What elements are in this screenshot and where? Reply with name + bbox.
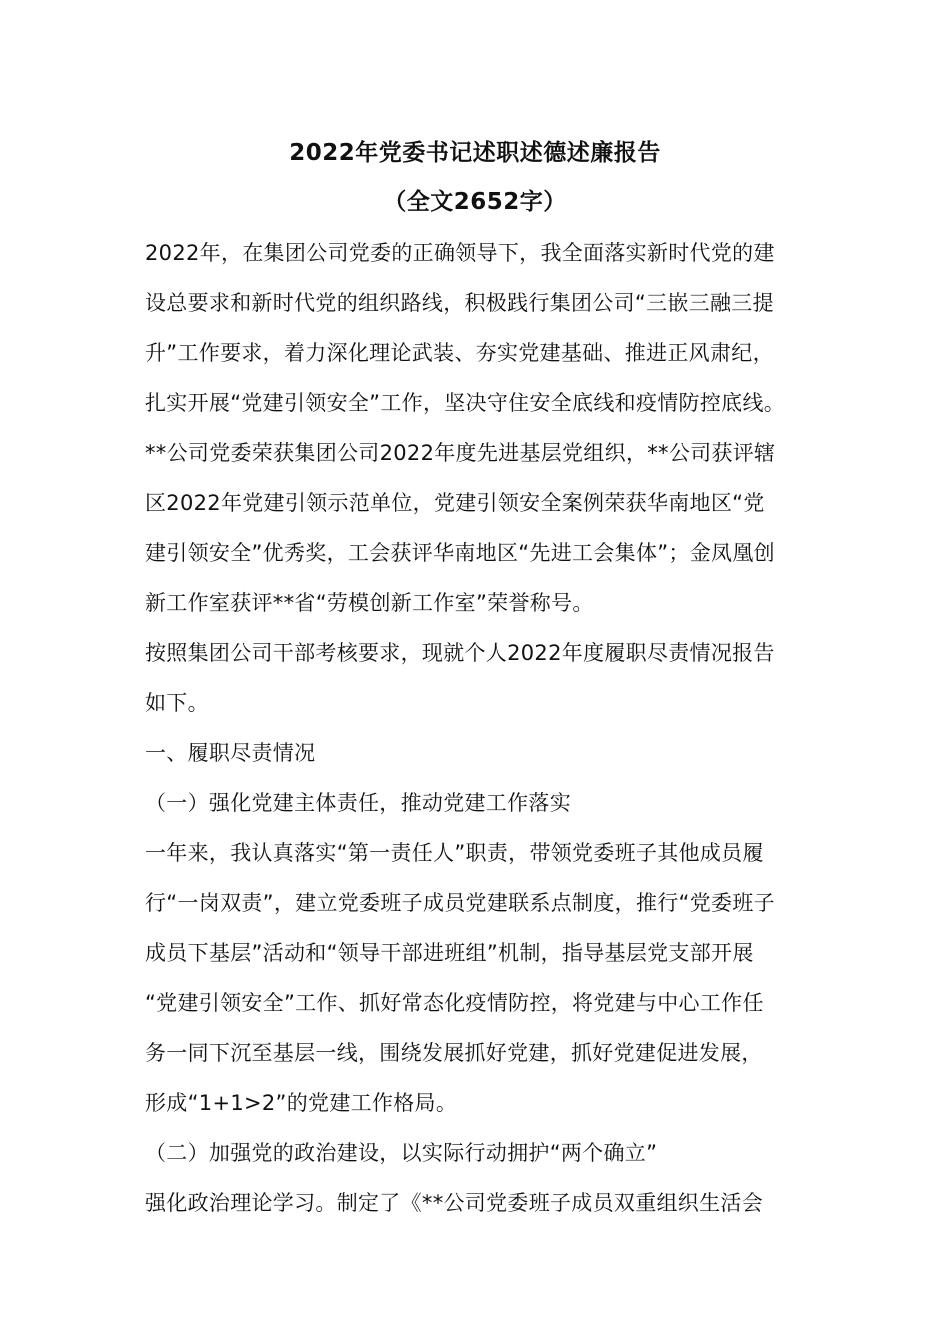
body-line: “党建引领安全”工作、抓好常态化疫情防控，将党建与中心工作任 (145, 991, 764, 1015)
body-line: 务一同下沉至基层一线，围绕发展抓好党建，抓好党建促进发展， (145, 1041, 763, 1065)
body-line: 形成“1+1>2”的党建工作格局。 (145, 1091, 458, 1115)
body-line: 一年来，我认真落实“第一责任人”职责，带领党委班子其他成员履 (145, 841, 764, 865)
body-line: 扎实开展“党建引领安全”工作，坚决守住安全底线和疫情防控底线。 (145, 391, 786, 415)
body-line: 成员下基层”活动和“领导干部进班组”机制，指导基层党支部开展 (145, 941, 754, 965)
document-body (145, 228, 810, 1228)
body-line: 2022年，在集团公司党委的正确领导下，我全面落实新时代党的建 (145, 241, 775, 265)
body-line: 区2022年党建引领示范单位，党建引领安全案例荣获华南地区“党 (145, 491, 765, 515)
body-line: **公司党委荣获集团公司2022年度先进基层党组织，**公司获评辖 (145, 441, 776, 465)
body-line: 升”工作要求，着力深化理论武装、夯实党建基础、推进正风肃纪， (145, 341, 774, 365)
body-line: 如下。 (145, 691, 209, 715)
body-line: 设总要求和新时代党的组织路线，积极践行集团公司“三嵌三融三提 (145, 291, 774, 315)
document-subtitle: （全文2652字） (383, 189, 567, 215)
section-heading: 一、履职尽责情况 (145, 741, 316, 765)
body-line: 按照集团公司干部考核要求，现就个人2022年度履职尽责情况报告 (145, 641, 775, 665)
document-title: 2022年党委书记述职述德述廉报告 (289, 140, 661, 166)
body-line: 强化政治理论学习。制定了《**公司党委班子成员双重组织生活会 (145, 1191, 763, 1215)
subsection-heading: （一）强化党建主体责任，推动党建工作落实 (145, 791, 571, 815)
subsection-heading: （二）加强党的政治建设，以实际行动拥护“两个确立” (145, 1141, 658, 1165)
body-line: 建引领安全”优秀奖，工会获评华南地区“先进工会集体”；金凤凰创 (145, 541, 775, 565)
body-line: 行“一岗双责”，建立党委班子成员党建联系点制度，推行“党委班子 (145, 891, 775, 915)
body-line: 新工作室获评**省“劳模创新工作室”荣誉称号。 (145, 591, 594, 615)
